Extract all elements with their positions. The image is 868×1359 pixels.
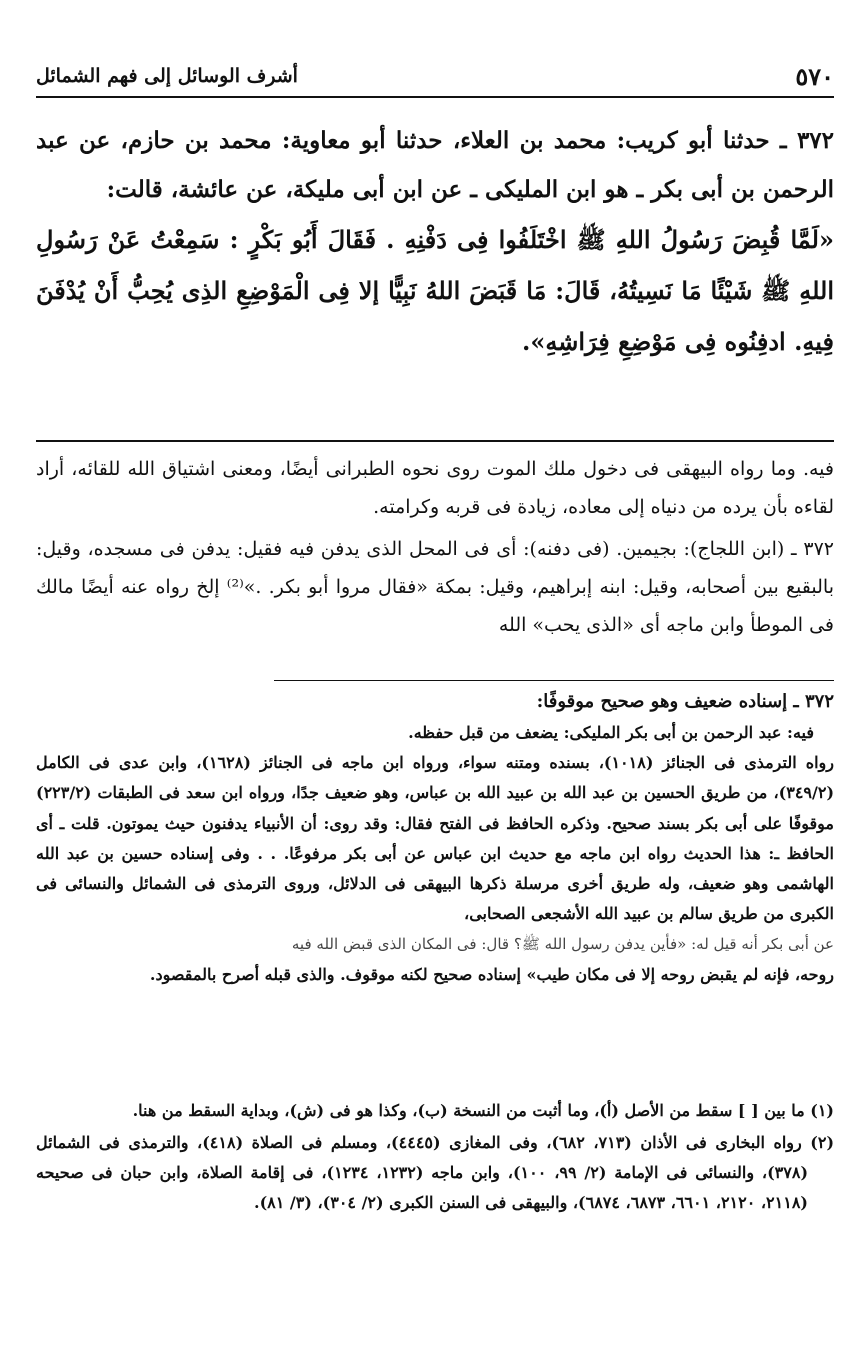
book-title: أشرف الوسائل إلى فهم الشمائل	[36, 65, 298, 87]
section-divider	[36, 440, 834, 442]
header-rule	[36, 96, 834, 98]
takhrij-heading: ٣٧٢ ـ إسناده ضعيف وهو صحيح موقوفًا:	[536, 691, 834, 712]
takhrij-tail: روحه، فإنه لم يقبض روحه إلا فى مكان طيب» إسناده صحيح لكنه موقوف. والذى قبله أصرح بالمقصود.	[149, 964, 834, 984]
commentary-paragraph: ٣٧٢ ـ (ابن اللجاج): بجيمين. (فى دفنه): أى فى المحل الذى يدفن فيه فقيل: يدفن فى مسجده، وقيل: بالبقيع بين أصحابه، وقيل: ابنه إبراهيم، وقيل: بمكة «فقال مروا أبو بكر. .»⁽²⁾ إلخ رواه عنه أيضًا مالك فى الموطأ وابن ماجه أى «الذى يحب» الله	[36, 538, 835, 636]
takhrij-line: فيه: عبد الرحمن بن أبى بكر المليكى: يضعف من قبل حفظه.	[408, 723, 814, 742]
takhrij-quote: عن أبى بكر أنه قيل له: «فأين يدفن رسول الله ﷺ؟ قال: فى المكان الذى قبض الله فيه	[291, 935, 834, 954]
hadith-matn: «لَمَّا قُبِضَ رَسُولُ اللهِ ﷺ اخْتَلَفُوا فِى دَفْنِهِ . فَقَالَ أَبُو بَكْرٍ : سَمِعْتُ عَنْ رَسُولِ اللهِ ﷺ شَيْئًا مَا نَسِيتُهُ، قَالَ: مَا قَبَضَ اللهُ نَبِيًّا إلا فِى الْمَوْضِعِ الذِى يُحِبُّ أَنْ يُدْفَنَ فِيهِ. ادفِنُوه فِى مَوْضِعِ فِرَاشِهِ».	[36, 225, 834, 356]
page-number: ٥٧٠	[795, 61, 834, 91]
footnotes	[36, 1096, 834, 1220]
commentary-section	[36, 450, 834, 644]
footnote: (٢) رواه البخارى فى الأذان (٧١٣، ٦٨٢)، وفى المغازى (٤٤٤٥)، ومسلم فى الصلاة (٤١٨)، والترمذى فى الشمائل (٣٧٨)، والنسائى فى الإمامة (٢/ ٩٩، ١٠٠)، وابن ماجه (١٢٣٢، ١٢٣٤)، فى إقامة الصلاة، وابن حبان فى صحيحه (٢١١٨، ٢١٢٠، ٦٦٠١، ٦٨٧٣، ٦٨٧٤)، والبيهقى فى السنن الكبرى (٢/ ٣٠٤)، (٣/ ٨١).	[36, 1133, 835, 1212]
hadith-isnad: ٣٧٢ ـ حدثنا أبو كريب: محمد بن العلاء، حدثنا أبو معاوية: محمد بن حازم، عن عبد الرحمن بن أبى بكر ـ هو ابن المليكى ـ عن ابن أبى مليكة، عن عائشة، قالت:	[36, 127, 834, 203]
commentary-paragraph: فيه. وما رواه البيهقى فى دخول ملك الموت روى نحوه الطبرانى أيضًا، ومعنى اشتياق الله للقائه، أراد لقاءه بأن يرده من دنياه إلى معاده، زيادة فى قربه وكرامته.	[36, 458, 834, 518]
takhrij-section	[36, 686, 834, 990]
takhrij-divider	[274, 680, 834, 681]
footnote: (١) ما بين [ ] سقط من الأصل (أ)، وما أثبت من النسخة (ب)، وكذا هو فى (ش)، وبداية السقط من هنا.	[132, 1101, 834, 1120]
hadith-main-text	[36, 116, 834, 367]
takhrij-body: رواه الترمذى فى الجنائز (١٠١٨)، بسنده ومتنه سواء، ورواه ابن ماجه فى الجنائز (١٦٢٨)، وابن عدى فى الكامل (٣٤٩/٢)، من طريق الحسين بن عبد الله بن عبيد الله بن عباس، وهو ضعيف جدًا، ورواه ابن سعد فى الطبقات (٢٢٣/٢) موقوفًا على أبى بكر بسند صحيح. وذكره الحافظ فى الفتح فقال: وقد روى: أن الأنبياء يدفنون حيث يموتون. قلت ـ أى الحافظ ـ: هذا الحديث رواه ابن ماجه مع حديث ابن عباس عن أبى بكر مرفوعًا. . . وفى إسناده حسين بن عبد الله الهاشمى وهو ضعيف، وله طريق أخرى مرسلة ذكرها البيهقى فى الدلائل، وروى الترمذى فى الشمائل والنسائى فى الكبرى من طريق سالم بن عبيد الله الأشجعى الصحابى،	[36, 753, 835, 924]
running-header	[36, 62, 834, 90]
